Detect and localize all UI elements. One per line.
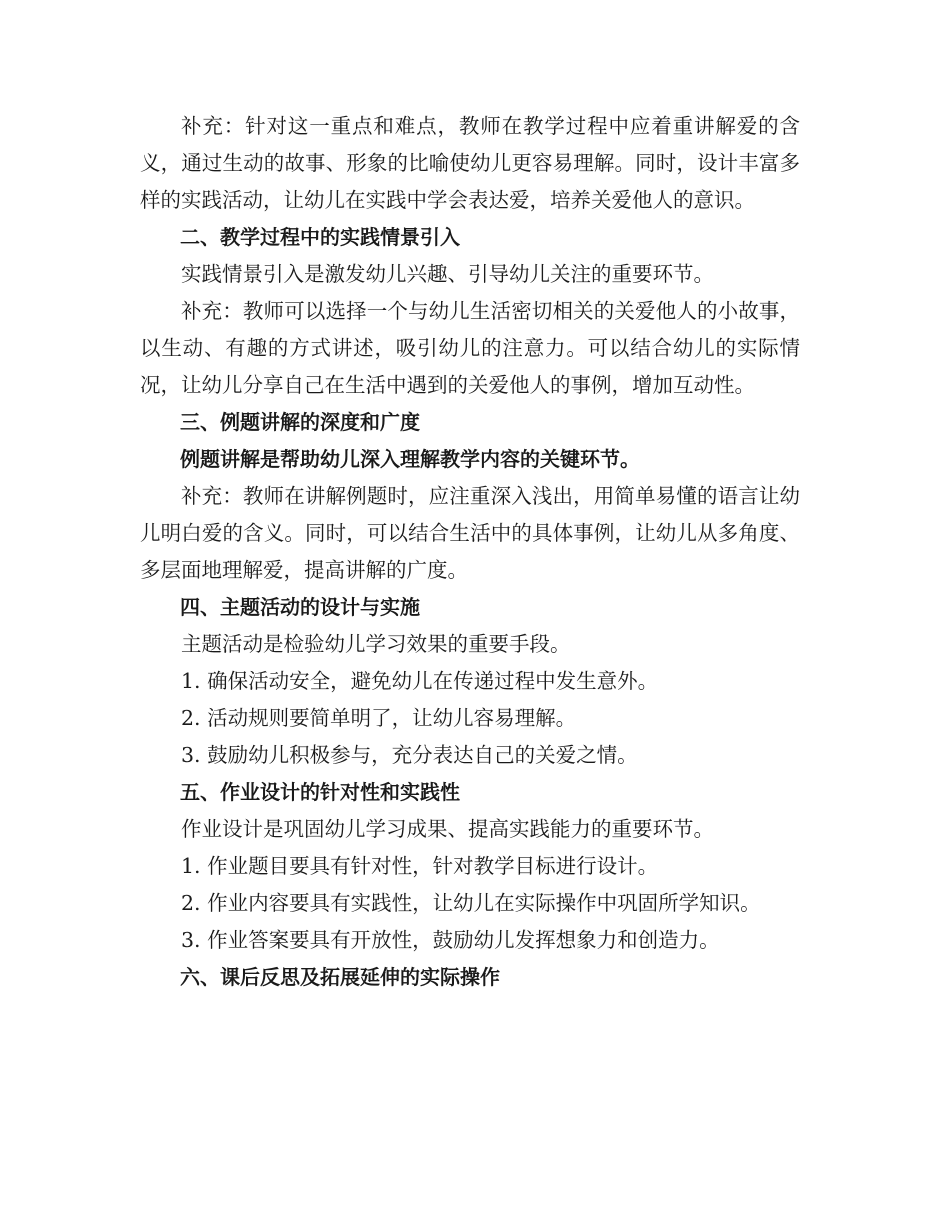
section-heading-3: 三、例题讲解的深度和广度 xyxy=(180,410,420,434)
paragraph-intro-5: 作业设计是巩固幼儿学习成果、提高实践能力的重要环节。 xyxy=(181,817,714,841)
paragraph-supplement-2: 补充：教师可以选择一个与幼儿生活密切相关的关爱他人的小故事，以生动、有趣的方式讲述，吸引幼儿的注意力。可以结合幼儿的实际情况，让幼儿分享自己在生活中遇到的关爱他人的事例，增加互动性。 xyxy=(140,299,800,397)
document-body xyxy=(140,108,800,996)
paragraph-intro-4: 主题活动是检验幼儿学习效果的重要手段。 xyxy=(181,632,571,656)
paragraph-intro-3: 例题讲解是帮助幼儿深入理解教学内容的关键环节。 xyxy=(180,447,640,471)
paragraph-intro-2: 实践情景引入是激发幼儿兴趣、引导幼儿关注的重要环节。 xyxy=(181,262,714,286)
list-item: 1. 确保活动安全，避免幼儿在传递过程中发生意外。 xyxy=(181,669,659,693)
list-item: 1. 作业题目要具有针对性，针对教学目标进行设计。 xyxy=(181,854,659,878)
list-item: 3. 鼓励幼儿积极参与，充分表达自己的关爱之情。 xyxy=(181,743,638,767)
section-heading-6: 六、课后反思及拓展延伸的实际操作 xyxy=(180,965,500,989)
list-item: 3. 作业答案要具有开放性，鼓励幼儿发挥想象力和创造力。 xyxy=(181,928,720,952)
section-heading-5: 五、作业设计的针对性和实践性 xyxy=(180,780,460,804)
section-heading-2: 二、教学过程中的实践情景引入 xyxy=(180,225,460,249)
list-item: 2. 活动规则要简单明了，让幼儿容易理解。 xyxy=(181,706,577,730)
paragraph-supplement-1: 补充：针对这一重点和难点，教师在教学过程中应着重讲解爱的含义，通过生动的故事、形象的比喻使幼儿更容易理解。同时，设计丰富多样的实践活动，让幼儿在实践中学会表达爱，培养关爱他人的意识。 xyxy=(140,114,800,212)
section-heading-4: 四、主题活动的设计与实施 xyxy=(180,595,420,619)
list-item: 2. 作业内容要具有实践性，让幼儿在实际操作中巩固所学知识。 xyxy=(181,891,761,915)
paragraph-supplement-3: 补充：教师在讲解例题时，应注重深入浅出，用简单易懂的语言让幼儿明白爱的含义。同时，可以结合生活中的具体事例，让幼儿从多角度、多层面地理解爱，提高讲解的广度。 xyxy=(140,484,800,582)
